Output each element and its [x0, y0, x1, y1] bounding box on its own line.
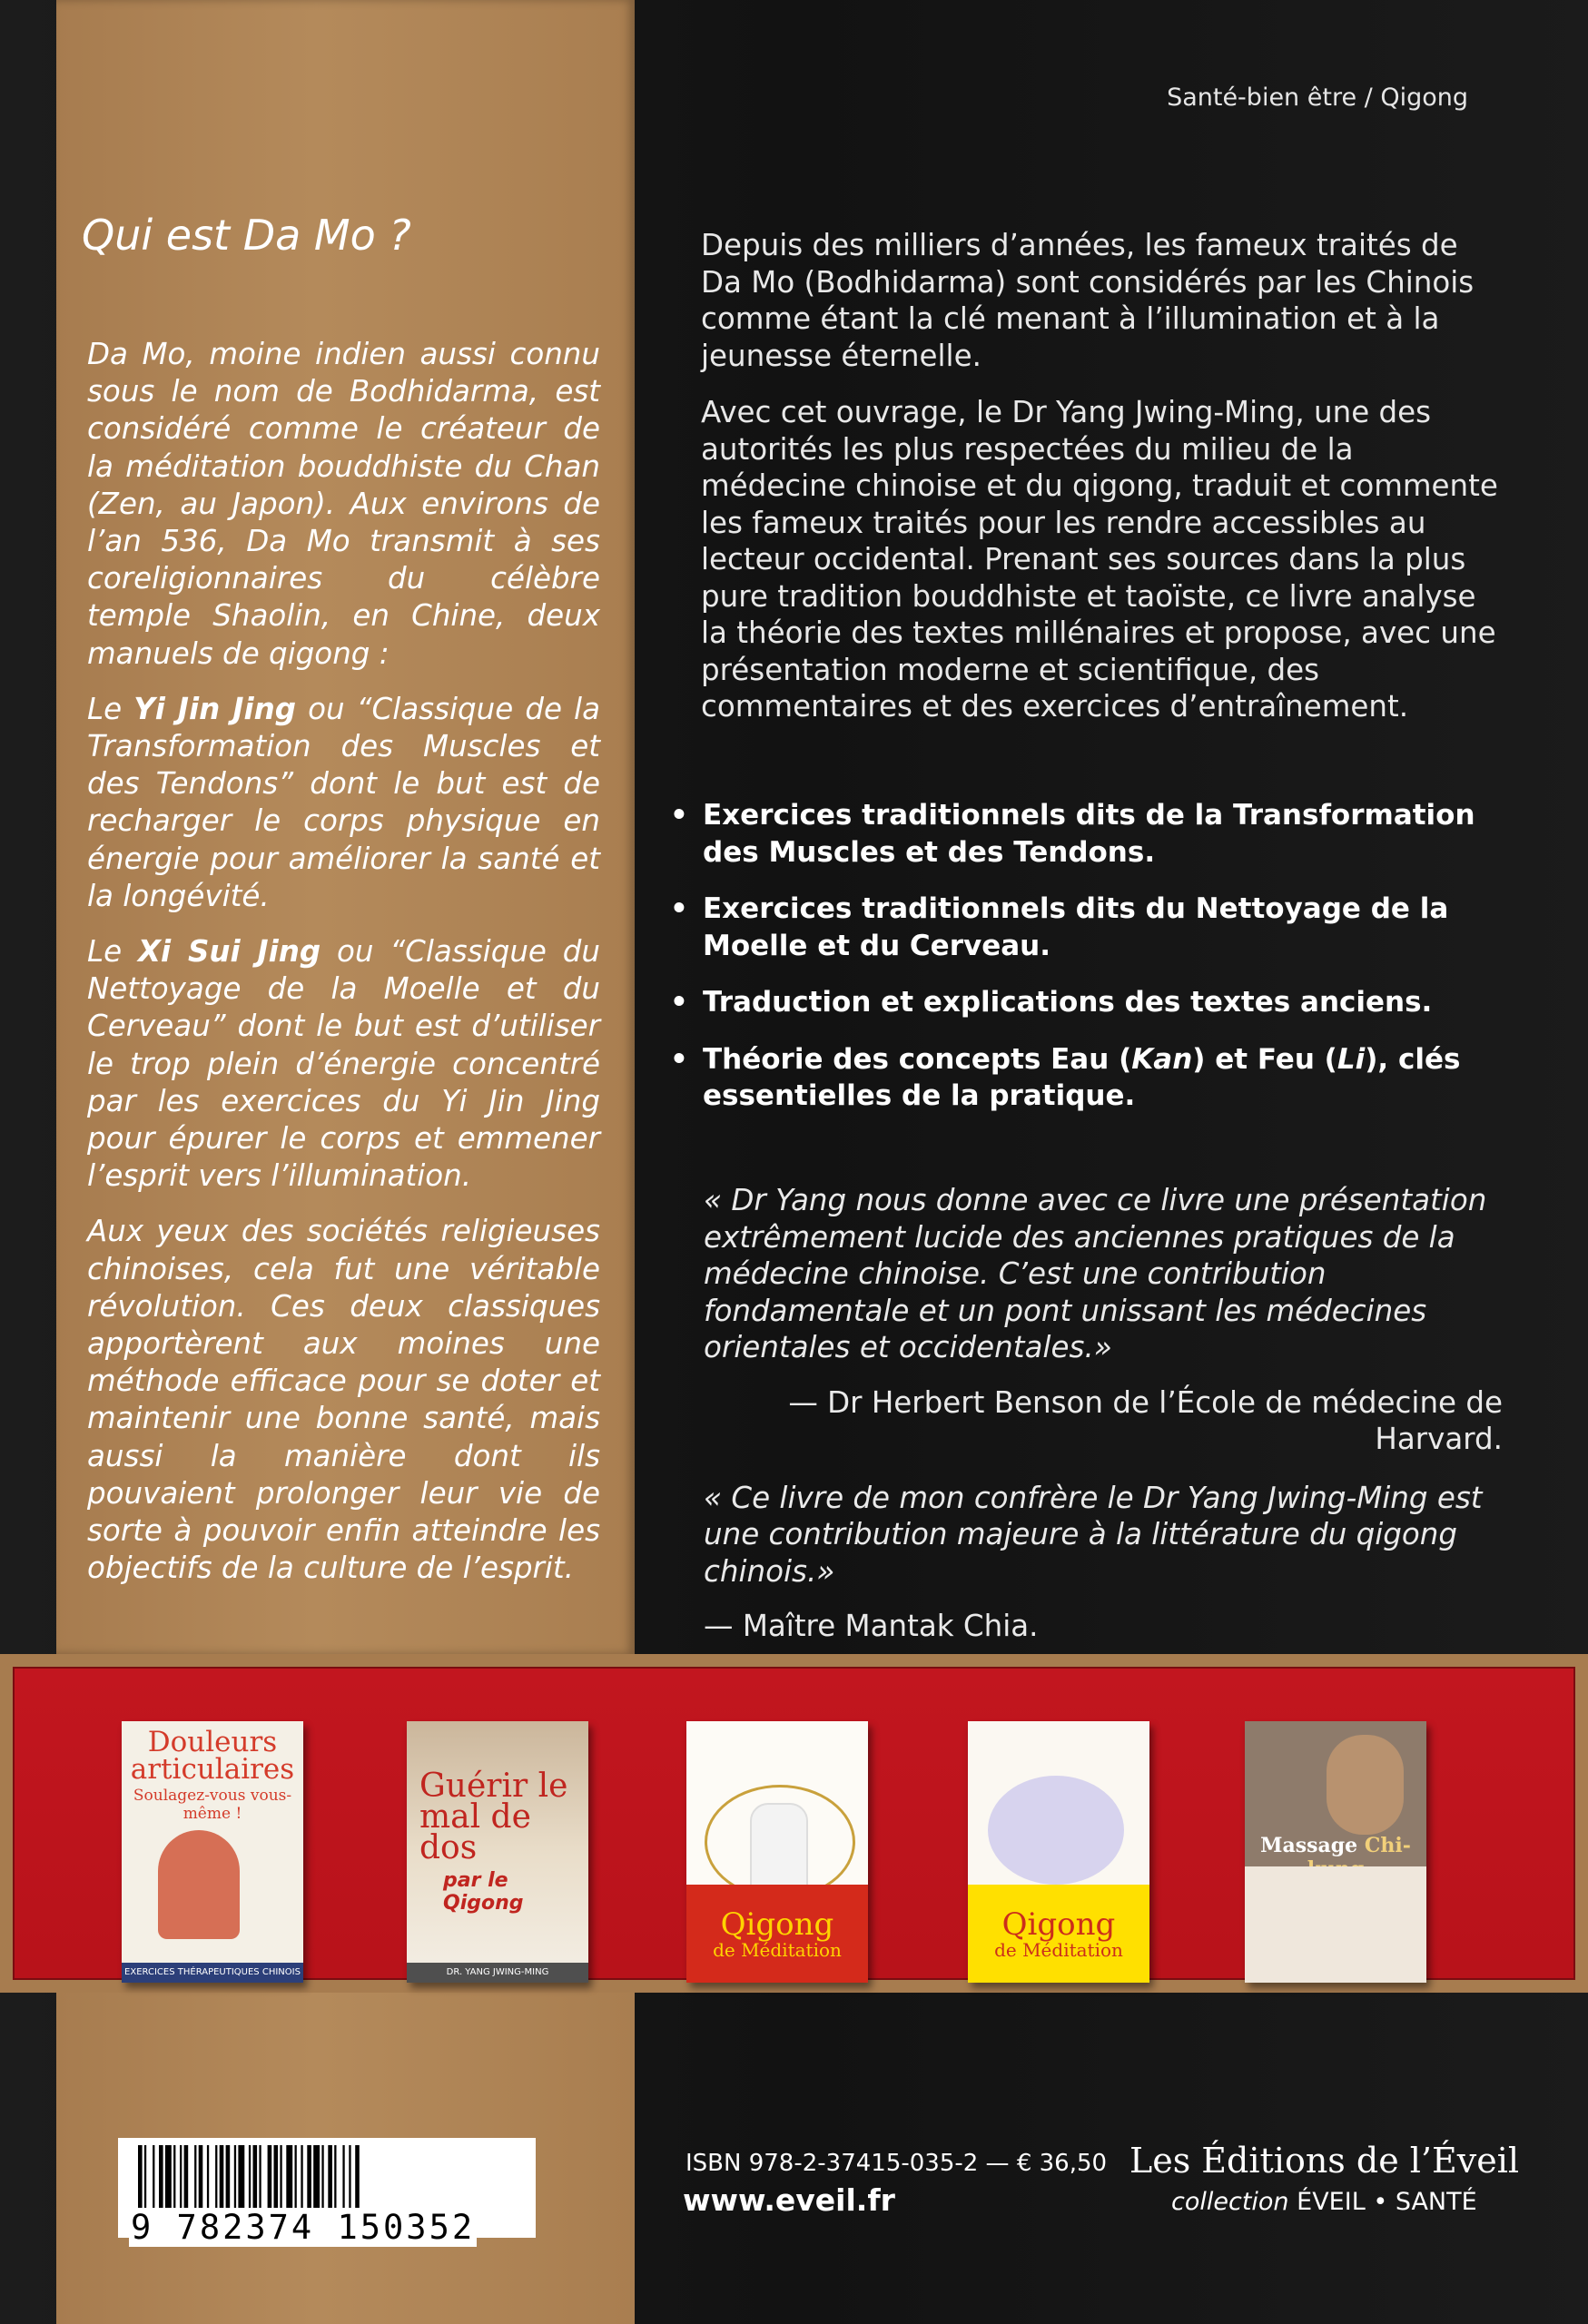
- text-run: Le: [87, 691, 134, 726]
- testimonial-quote: « Ce livre de mon confrère le Dr Yang Jwing-Ming est une contribution majeure à la littérature du qigong chinois.»: [704, 1480, 1483, 1589]
- barcode-bar: [280, 2145, 281, 2218]
- barcode-bar: [268, 2145, 272, 2218]
- left-paragraph-1: Da Mo, moine indien aussi connu sous le nom de Bodhidarma, est considéré comme le créateur de la méditation bouddhiste du Chan (Zen, au Japon). Aux environs de l’an 536, Da Mo transmit à ses coreligionnaires du célèbre temple Shaolin, en Chine, deux manuels de qigong :: [87, 337, 600, 671]
- related-books-banner: [0, 1654, 1588, 1993]
- barcode-bar: [355, 2145, 360, 2218]
- barcode-bar: [184, 2145, 189, 2218]
- book-title: Qigong: [720, 1906, 834, 1943]
- isbn-price: ISBN 978-2-37415-035-2 — € 36,50: [686, 2150, 1108, 2177]
- barcode-bar: [138, 2145, 143, 2218]
- title-part: Massage: [1260, 1834, 1365, 1857]
- term-kan: Kan: [1131, 1042, 1193, 1076]
- book-author-bar: DR. YANG JWING-MING: [407, 1963, 588, 1983]
- cover-illustration: [158, 1830, 240, 1939]
- testimonial-author: — Dr Herbert Benson de l’École de médecine de Harvard.: [788, 1384, 1503, 1456]
- cover-illustration: [750, 1803, 808, 1893]
- book-title: Qigong: [1001, 1906, 1116, 1943]
- left-body-text: [87, 336, 600, 1606]
- left-heading: Qui est Da Mo ?: [82, 211, 411, 260]
- barcode-bar: [153, 2145, 154, 2218]
- publisher-website: www.eveil.fr: [683, 2182, 895, 2218]
- barcode-bar: [234, 2145, 236, 2218]
- barcode-number: 9 782374 150352: [131, 2208, 476, 2247]
- related-books-red-panel: [13, 1667, 1575, 1980]
- barcode-bar: [238, 2145, 244, 2218]
- barcode-bar: [199, 2145, 203, 2218]
- barcode-bar: [334, 2145, 336, 2218]
- feature-item: [670, 1041, 1514, 1115]
- book-cover-massage-chi-kung: [1245, 1721, 1426, 1983]
- feature-list: [670, 797, 1514, 1135]
- book-series-bar: EXERCICES THÉRAPEUTIQUES CHINOIS: [122, 1963, 303, 1983]
- barcode-bar: [144, 2145, 146, 2218]
- testimonial-author: — Maître Mantak Chia.: [704, 1609, 1039, 1643]
- book-cover-qigong-meditation-1: [686, 1721, 868, 1983]
- book-cover-guerir-mal-de-dos: [407, 1721, 588, 1983]
- feature-item: • Exercices traditionnels dits de la Transformation des Muscles et des Tendons.: [670, 797, 1514, 871]
- collection-name: ÉVEIL • SANTÉ: [1297, 2188, 1477, 2216]
- barcode-bar: [307, 2145, 311, 2218]
- barcode-bar: [194, 2145, 196, 2218]
- text-run: ou “Classique du Nettoyage de la Moelle et du Cerveau” dont le but est d’utiliser le trop plein d’énergie concentré par les exercices du Yi Jin Jing pour épurer le corps et emmener l’esprit vers l’illumination.: [87, 934, 600, 1194]
- text-run: Le: [87, 934, 138, 970]
- barcode-bar: [249, 2145, 251, 2218]
- publisher-name: Les Éditions de l’Éveil: [1129, 2141, 1520, 2181]
- book-cover-douleurs-articulaires: [122, 1721, 303, 1983]
- barcode-bar: [274, 2145, 279, 2218]
- barcode-bar: [301, 2145, 302, 2218]
- barcode-bar: [295, 2145, 297, 2218]
- barcode-bar: [207, 2145, 209, 2218]
- barcode-bar: [328, 2145, 332, 2218]
- right-paragraph-1: Depuis des milliers d’années, les fameux traités de Da Mo (Bodhidarma) sont considérés par les Chinois comme étant la clé menant à l’illumination et à la jeunesse éternelle.: [701, 228, 1475, 373]
- term-li: Li: [1336, 1042, 1366, 1076]
- right-paragraph-2: Avec cet ouvrage, le Dr Yang Jwing-Ming, une des autorités les plus respectées du milieu de la médecine chinoise et du qigong, traduit et commente les fameux traités pour les rendre accessibles au lecteur occidental. Prenant ses sources dans la plus pure tradition bouddhiste et taoïste, ce livre analyse la théorie des textes millénaires et propose, avec une présentation moderne et scientifique, des commentaires et des exercices d’entraînement.: [701, 395, 1498, 724]
- left-paragraph-4: Aux yeux des sociétés religieuses chinoises, cela fut une véritable révolution. Ces deux classiques apportèrent aux moines une méthode efficace pour se doter et maintenir une bonne santé, mais aussi la manière dont ils pouvaient prolonger leur vie de sorte à pouvoir enfin atteindre les objectifs de la culture de l’esprit.: [87, 1214, 600, 1586]
- book-subtitle: par le Qigong: [443, 1869, 524, 1915]
- feature-item: • Traduction et explications des textes anciens.: [670, 984, 1514, 1021]
- text-run: ou “Classique de la Transformation des Muscles et des Tendons” dont le but est de recharger le corps physique en énergie pour améliorer la santé et la longévité.: [87, 691, 601, 913]
- collection-label: collection: [1171, 2188, 1289, 2216]
- barcode-bar: [180, 2145, 182, 2218]
- left-paragraph-2: [87, 691, 600, 915]
- feature-item: • Exercices traditionnels dits du Nettoyage de la Moelle et du Cerveau.: [670, 891, 1514, 964]
- barcode-bar: [286, 2145, 292, 2218]
- barcode-bar: [349, 2145, 350, 2218]
- barcode-icon: [134, 2145, 519, 2218]
- barcode-bar: [226, 2145, 231, 2218]
- text-run: ), clés essentielles de la pratique.: [703, 1042, 1461, 1112]
- book-subtitle: de Méditation: [713, 1939, 842, 1961]
- barcode-bar: [321, 2145, 323, 2218]
- barcode-bar: [220, 2145, 224, 2218]
- barcode-bar: [159, 2145, 163, 2218]
- barcode-bar: [313, 2145, 320, 2218]
- right-body-text: [701, 227, 1500, 745]
- barcode-bar: [165, 2145, 172, 2218]
- book-subtitle: de Méditation: [994, 1939, 1123, 1961]
- cover-circle-ornament: [988, 1776, 1124, 1885]
- book-title: Guérir le mal de dos: [419, 1768, 568, 1866]
- book-cover-qigong-meditation-2: [968, 1721, 1149, 1983]
- left-paragraph-3: [87, 933, 600, 1195]
- barcode-bar: [342, 2145, 344, 2218]
- term-xi-sui-jing: Xi Sui Jing: [137, 934, 321, 970]
- text-run: Théorie des concepts Eau (: [703, 1042, 1132, 1076]
- cover-lower-area: [1245, 1866, 1426, 1983]
- term-yi-jin-jing: Yi Jin Jing: [133, 691, 297, 726]
- collection-line: [1171, 2188, 1477, 2216]
- testimonial-quote: « Dr Yang nous donne avec ce livre une présentation extrêmement lucide des anciennes pratiques de la médecine chinoise. C’est une contribution fondamentale et un pont unissant les médecines orientales et occidentales.»: [704, 1183, 1487, 1364]
- category-label: Santé-bien être / Qigong: [1167, 84, 1468, 112]
- barcode-bar: [253, 2145, 258, 2218]
- title-part: Chi-: [1364, 1834, 1411, 1857]
- testimonials: [704, 1182, 1503, 1667]
- text-run: ) et Feu (: [1192, 1042, 1337, 1076]
- cover-illustration: [1327, 1735, 1404, 1835]
- book-subtitle: Soulagez-vous vous-même !: [133, 1787, 292, 1823]
- barcode-bar: [173, 2145, 175, 2218]
- barcode-bar: [215, 2145, 217, 2218]
- barcode-bar: [259, 2145, 261, 2218]
- book-title: Douleurs articulaires: [130, 1726, 295, 1786]
